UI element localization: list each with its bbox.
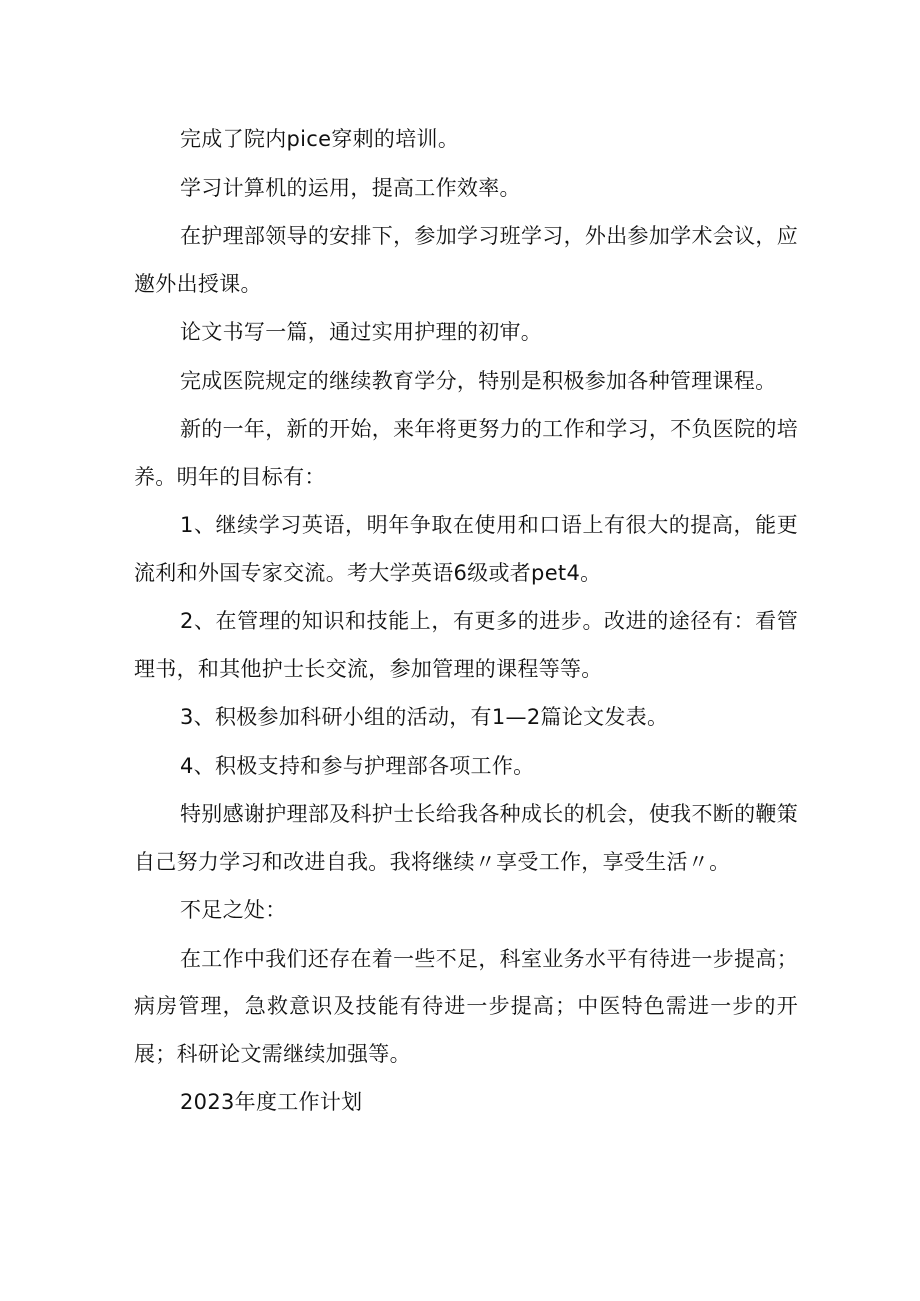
- list-item-goal-2: 2、在管理的知识和技能上，有更多的进步。改进的途径有：看管理书，和其他护士长交流，参加管理的课程等等。: [134, 609, 798, 681]
- paragraph: 完成了院内pice穿刺的培训。: [180, 127, 460, 151]
- paragraph: 新的一年，新的开始，来年将更努力的工作和学习，不负医院的培养。明年的目标有：: [134, 417, 798, 489]
- paragraph: 在工作中我们还存在着一些不足，科室业务水平有待进一步提高；病房管理，急救意识及技能有待进一步提高；中医特色需进一步的开展；科研论文需继续加强等。: [134, 946, 798, 1066]
- paragraph: 在护理部领导的安排下，参加学习班学习，外出参加学术会议，应邀外出授课。: [134, 224, 798, 296]
- paragraph: 特别感谢护理部及科护士长给我各种成长的机会，使我不断的鞭策自己努力学习和改进自我。我将继续〃享受工作，享受生活〃。: [134, 802, 798, 874]
- list-item-goal-3: 3、积极参加科研小组的活动，有1—2篇论文发表。: [180, 705, 669, 729]
- list-item-goal-4: 4、积极支持和参与护理部各项工作。: [180, 753, 535, 778]
- paragraph: 论文书写一篇，通过实用护理的初审。: [180, 320, 543, 344]
- list-item-goal-1: 1、继续学习英语，明年争取在使用和口语上有很大的提高，能更流利和外国专家交流。考大学英语6级或者pet4。: [134, 513, 798, 585]
- section-heading-shortcomings: 不足之处：: [180, 898, 287, 922]
- document-body: [134, 116, 798, 1128]
- paragraph: 学习计算机的运用，提高工作效率。: [180, 175, 521, 200]
- section-heading-work-plan: 2023年度工作计划: [180, 1090, 363, 1114]
- paragraph: 完成医院规定的继续教育学分，特别是积极参加各种管理课程。: [180, 368, 777, 393]
